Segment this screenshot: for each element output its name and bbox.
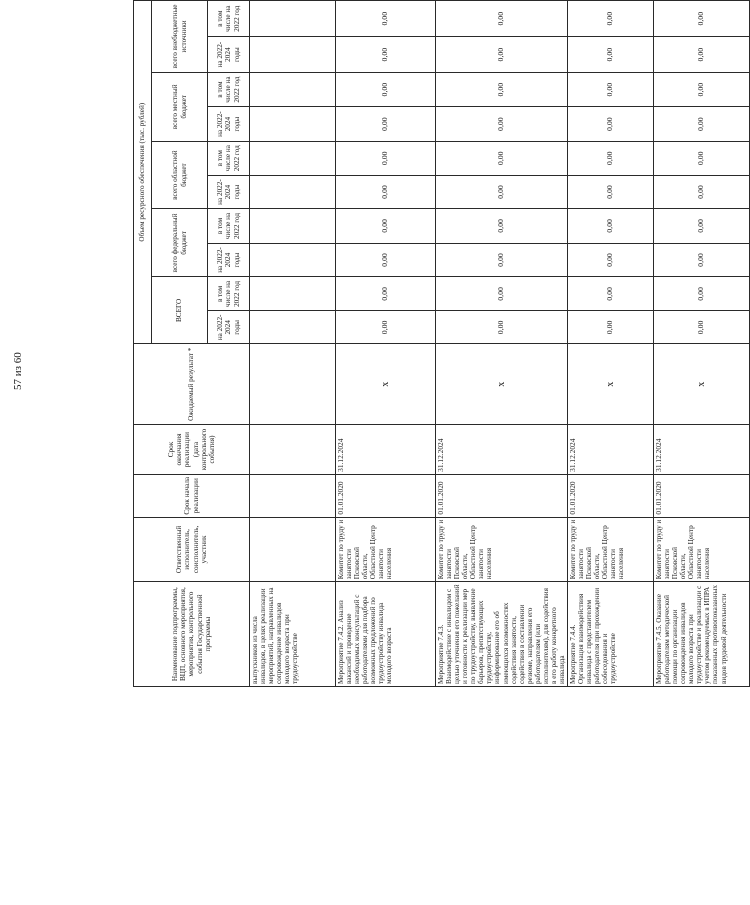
funding-value — [250, 1, 336, 37]
funding-value: 0,00 — [336, 277, 436, 311]
executor-cell — [250, 517, 336, 582]
funding-value — [250, 277, 336, 311]
subheader-total: на 2022-2024 годы — [208, 107, 250, 141]
header-funding: Объем ресурсного обеспечения (тыс. рублей) — [134, 1, 152, 344]
funding-table — [133, 0, 750, 687]
table-row — [250, 1, 336, 687]
header-end: Срок окончания реализации (дата контрольного события) — [134, 425, 250, 475]
activity-name: Мероприятие 7.4.3. Взаимодействие с инвалидом с целью уточнения его пожеланий и готовности к реализации мер по трудоустройству, выявление барьеров, препятствующих трудоустройству, информирование его об имеющихся возможностях содействия занятости, содействия в составлении резюме, направления его работодателям (или исполнителям), для содействия в его работу конкретного инвалида — [436, 582, 568, 687]
activity-name: Мероприятие 7.4.5. Оказание работодателям методической помощи по организации сопровождения инвалидов молодого возраста при трудоустройстве и реализации с учетом рекомендуемых в ИПРА показанных противопоказанных видов трудовой деятельности — [654, 582, 750, 687]
funding-value: 0,00 — [436, 209, 568, 243]
funding-value: 0,00 — [654, 1, 750, 37]
end-date: 31.12.2024 — [654, 425, 750, 475]
funding-value: 0,00 — [436, 175, 568, 209]
funding-value: 0,00 — [654, 107, 750, 141]
funding-value: 0,00 — [654, 209, 750, 243]
executor-cell: Комитет по труду и занятости Псковской области, Областной Центр занятости населения — [336, 517, 436, 582]
funding-value: 0,00 — [436, 72, 568, 107]
funding-value — [250, 107, 336, 141]
group-federal: всего федеральный бюджет — [152, 209, 208, 277]
funding-value — [250, 141, 336, 175]
funding-value: 0,00 — [336, 209, 436, 243]
funding-value: 0,00 — [336, 311, 436, 344]
start-date: 01.01.2020 — [436, 474, 568, 517]
funding-value: 0,00 — [568, 72, 654, 107]
start-date: 01.01.2020 — [654, 474, 750, 517]
group-local: всего местный бюджет — [152, 72, 208, 141]
subheader-2022: в том числе на 2022 год — [208, 209, 250, 243]
funding-value — [250, 209, 336, 243]
activity-name: выпускников из числа инвалидов, в целях реализации мероприятий, направленных на сопровождение инвалидов молодого возраста при трудоустройстве — [250, 582, 336, 687]
funding-value — [250, 37, 336, 72]
funding-value: 0,00 — [654, 243, 750, 277]
funding-value: 0,00 — [654, 72, 750, 107]
expected-result: х — [336, 344, 436, 425]
subheader-total: на 2022-2024 годы — [208, 311, 250, 344]
expected-result: х — [436, 344, 568, 425]
funding-value — [250, 243, 336, 277]
expected-result: х — [654, 344, 750, 425]
start-date — [250, 474, 336, 517]
funding-value: 0,00 — [336, 107, 436, 141]
funding-value — [250, 311, 336, 344]
end-date: 31.12.2024 — [568, 425, 654, 475]
group-total: ВСЕГО — [152, 277, 208, 344]
funding-value: 0,00 — [336, 243, 436, 277]
funding-value: 0,00 — [436, 311, 568, 344]
funding-value: 0,00 — [568, 243, 654, 277]
page-number: 57 из 60 — [12, 352, 24, 390]
funding-value: 0,00 — [436, 37, 568, 72]
expected-result — [250, 344, 336, 425]
activity-name: Мероприятие 7.4.4. Организация взаимодействия инвалида с представителем работодателя при прохождении собеседования и трудоустройстве — [568, 582, 654, 687]
end-date: 31.12.2024 — [336, 425, 436, 475]
funding-value: 0,00 — [336, 1, 436, 37]
funding-value: 0,00 — [568, 311, 654, 344]
funding-value: 0,00 — [336, 72, 436, 107]
funding-value: 0,00 — [336, 37, 436, 72]
funding-value: 0,00 — [436, 141, 568, 175]
subheader-2022: в том числе на 2022 год — [208, 72, 250, 107]
funding-value — [250, 72, 336, 107]
table-row — [336, 1, 436, 687]
subheader-total: на 2022-2024 годы — [208, 175, 250, 209]
funding-value: 0,00 — [336, 141, 436, 175]
subheader-2022: в том числе на 2022 год — [208, 1, 250, 37]
funding-value: 0,00 — [436, 107, 568, 141]
funding-value: 0,00 — [568, 1, 654, 37]
subheader-total: на 2022-2024 годы — [208, 243, 250, 277]
funding-value — [250, 175, 336, 209]
table-row — [436, 1, 568, 687]
subheader-total: на 2022-2024 годы — [208, 37, 250, 72]
funding-value: 0,00 — [568, 107, 654, 141]
funding-value: 0,00 — [568, 209, 654, 243]
table-row — [654, 1, 750, 687]
funding-value: 0,00 — [654, 311, 750, 344]
funding-value: 0,00 — [568, 37, 654, 72]
funding-value: 0,00 — [436, 1, 568, 37]
table-row — [568, 1, 654, 687]
funding-value: 0,00 — [654, 175, 750, 209]
executor-cell: Комитет по труду и занятости Псковской области, Областной Центр занятости населения — [568, 517, 654, 582]
funding-value: 0,00 — [654, 37, 750, 72]
funding-value: 0,00 — [436, 243, 568, 277]
group-regional: всего областной бюджет — [152, 141, 208, 209]
subheader-2022: в том числе на 2022 год — [208, 141, 250, 175]
start-date: 01.01.2020 — [336, 474, 436, 517]
funding-value: 0,00 — [568, 277, 654, 311]
header-executor: Ответственный исполнитель, соисполнитель, участник — [134, 517, 250, 582]
start-date: 01.01.2020 — [568, 474, 654, 517]
funding-value: 0,00 — [336, 175, 436, 209]
executor-cell: Комитет по труду и занятости Псковской области, Областной Центр занятости населения — [436, 517, 568, 582]
expected-result: х — [568, 344, 654, 425]
funding-value: 0,00 — [568, 175, 654, 209]
activity-name: Мероприятие 7.4.2. Анализ вакансий и проведение необходимых консультаций с работодателями для подбора возможных предложений по трудоустройству инвалида молодого возраста — [336, 582, 436, 687]
end-date: 31.12.2024 — [436, 425, 568, 475]
header-start: Срок начала реализации — [134, 474, 250, 517]
funding-value: 0,00 — [568, 141, 654, 175]
subheader-2022: в том числе на 2022 год — [208, 277, 250, 311]
executor-cell: Комитет по труду и занятости Псковской области, Областной Центр занятости населения — [654, 517, 750, 582]
funding-value: 0,00 — [654, 277, 750, 311]
group-extra: всего внебюджетные источники — [152, 1, 208, 73]
funding-value: 0,00 — [436, 277, 568, 311]
header-name: Наименование подпрограммы, ВЦП, основного мероприятия, мероприятия, контрольного события Государственной программы — [134, 582, 250, 687]
funding-value: 0,00 — [654, 141, 750, 175]
header-result: Ожидаемый результат * — [134, 344, 250, 425]
end-date — [250, 425, 336, 475]
